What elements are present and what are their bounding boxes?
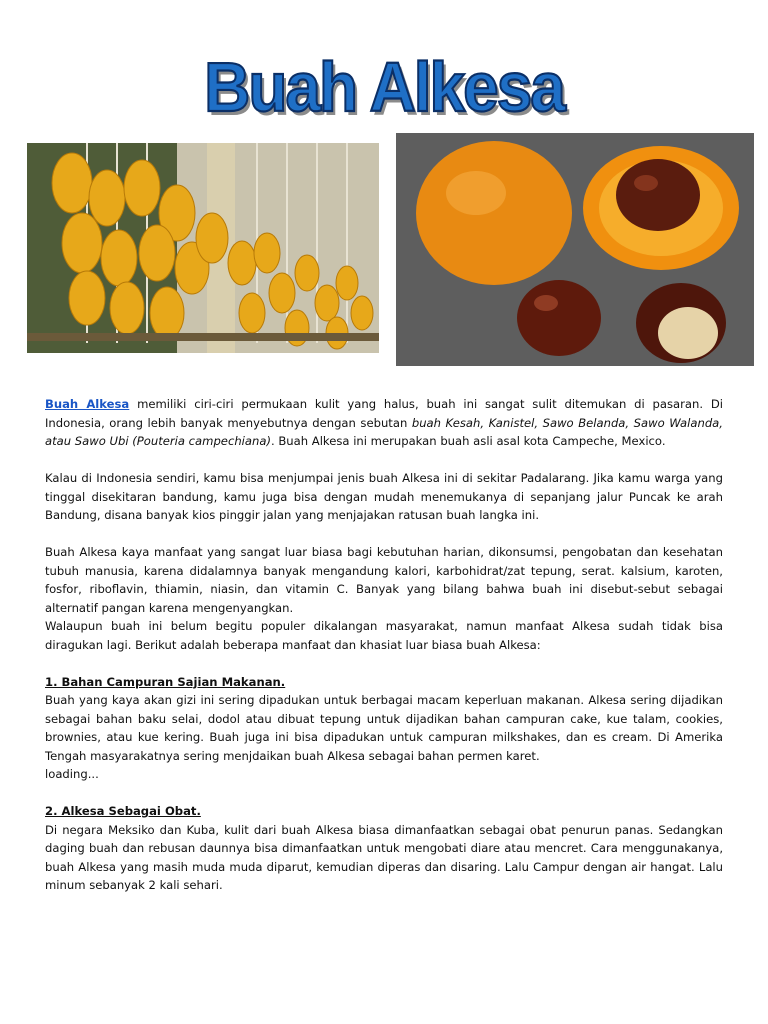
intro-text-b: . Buah Alkesa ini merupakan buah asli asal kota Campeche, Mexico. (270, 434, 666, 448)
article-body (45, 395, 723, 913)
intro-paragraph (45, 395, 723, 451)
section-1-body: Buah yang kaya akan gizi ini sering dipadukan untuk berbagai macam keperluan makanan. Alkesa sering dijadikan sebagai bahan baku selai, dodol atau dibuat tepung untuk dijadikan bahan campuran cake, kue talam, cookies, brownies, atau kue kering. Buah juga ini bisa dipadukan untuk campuran milkshakes, dan es cream. Di Amerika Tengah masyarakatnya sering menjdaikan buah Alkesa sebagai bahan permen karet. (45, 693, 723, 763)
section-2-heading: 2. Alkesa Sebagai Obat. (45, 804, 201, 818)
paragraph-4: Walaupun buah ini belum begitu populer dikalangan masyarakat, namun manfaat Alkesa sudah tidak bisa diragukan lagi. Berikut adalah beberapa manfaat dan khasiat luar biasa buah Alkesa: (45, 619, 723, 652)
buah-alkesa-link[interactable]: Buah Alkesa (45, 397, 130, 411)
document-title-wrapper (0, 50, 768, 124)
intro-text-a: memiliki ciri-ciri permukaan kulit yang halus, buah ini sangat sulit ditemukan di pasaran. Di Indonesia, orang lebih banyak menyebutnya dengan sebutan (45, 397, 724, 430)
section-1-heading: 1. Bahan Campuran Sajian Makanan. (45, 674, 286, 689)
fruit-and-seeds-illustration (396, 133, 754, 366)
hanging-yellow-fruits-photo (27, 143, 379, 353)
document-title: Buah Alkesa (204, 48, 564, 126)
paragraph-2: Kalau di Indonesia sendiri, kamu bisa menjumpai jenis buah Alkesa ini di sekitar Padalarang. Jika kamu warga yang tinggal disekitaran bandung, kamu juga bisa dengan mudah menemukanya di sepanjang jalur Puncak ke arah Bandung, disana banyak kios pinggir jalan yang menjajakan ratusan buah langka ini. (45, 471, 723, 522)
section-2-body: Di negara Meksiko dan Kuba, kulit dari buah Alkesa biasa dimanfaatkan sebagai obat penurun panas. Sedangkan daging buah dan rebusan daunnya bisa dimanfaatkan untuk mengobati diare atau mencret. Cara menggunakanya, buah Alkesa yang masih muda muda diparut, kemudian diperas dan disaring. Lalu Campur dengan air hangat. Lalu minum sebanyak 2 kali sehari. (45, 822, 723, 892)
intro-italic-names: buah Kesah, Kanistel, Sawo Belanda, Sawo Walanda, atau Sawo Ubi (Pouteria campechiana) (45, 415, 723, 448)
sliced-orange-fruit-with-seeds-photo (396, 133, 754, 366)
paragraph-3: Buah Alkesa kaya manfaat yang sangat luar biasa bagi kebutuhan harian, dikonsumsi, pengobatan dan kesehatan tubuh manusia, karena didalamnya banyak mengandung kalori, karbohidrat/zat tepung, serat. kalsium, karoten, fosfor, riboflavin, thiamin, niasin, dan vitamin C. Banyak yang bilang bahwa buah ini disebut-sebut sebagai alternatif pangan karena mengenyangkan. (45, 545, 723, 615)
loading-text: loading... (45, 767, 99, 781)
hanging-fruits-illustration (27, 143, 379, 353)
section-1 (45, 673, 723, 784)
section-2 (45, 802, 723, 895)
